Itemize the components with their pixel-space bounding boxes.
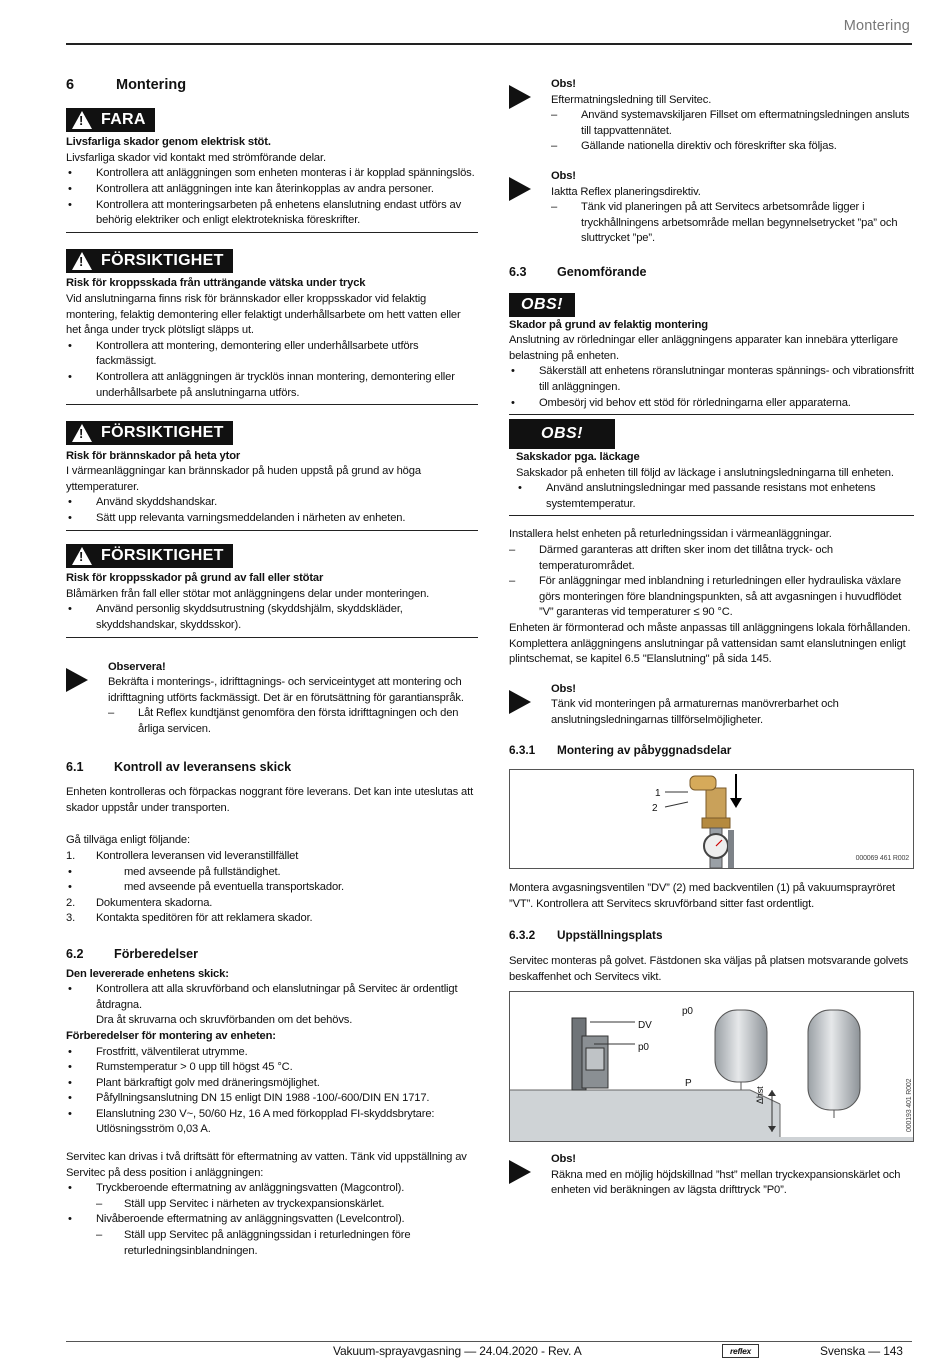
step-item: 2. Dokumentera skadorna. <box>66 896 213 909</box>
figure-label-1: 1 <box>655 788 661 800</box>
caution-badge: ! FÖRSIKTIGHET <box>66 544 233 568</box>
steps-list <box>66 849 478 927</box>
list-item: – Tänk vid planeringen på att Servitecs arbetsområde ligger i tryckhållningens arbetsområde mellan begynnelsetrycket ”pa” och sluttrycket ”pe”. <box>551 200 914 247</box>
note-title: Obs! <box>551 1153 576 1166</box>
install-intro: Installera helst enheten på returledningssidan i värmeanläggningar. <box>509 528 832 541</box>
caution-badge: ! FÖRSIKTIGHET <box>66 421 233 445</box>
list-item: • Plant bärkraftigt golv med dräneringsmöjlighet. <box>66 1076 478 1092</box>
arrow-right-icon <box>509 690 531 714</box>
section-6-3-2-text: Servitec monteras på golvet. Fästdonen ska väljas på platsen motsvarande golvets beskaffenhet och Servitecs vikt. <box>509 954 909 983</box>
arrow-right-icon <box>66 668 88 692</box>
caution-text: I värmeanläggningar kan brännskador på huden uppstå på grund av höga yttemperaturer. <box>66 465 421 493</box>
list-item: • Använd anslutningsledningar med passande resistans mot enhetens systemtemperatur. <box>516 481 914 512</box>
list-item: • Kontrollera att montering, demontering eller underhållsarbete utförs fackmässigt. <box>66 339 478 370</box>
section-6-3-1-heading: 6.3.1 Montering av påbyggnadsdelar <box>509 742 732 757</box>
caution-block-1 <box>66 249 478 405</box>
note-text: Tänk vid monteringen på armaturernas manövrerbarhet och anslutningsledningarnas tillförselmöjligheter. <box>551 698 839 726</box>
obs-title: Sakskador pga. läckage <box>516 451 640 464</box>
note-text: Räkna med en möjlig höjdskillnad ”hst” mellan tryckexpansionskärlet och enheten vid beräkningen av lägsta drifttryck ”P0”. <box>551 1168 901 1197</box>
fara-title: Livsfarliga skador genom elektrisk stöt. <box>66 136 271 149</box>
list-item: – Använd systemavskiljaren Fillset om eftermatningsledningen ansluts till tappvattennätet. <box>551 108 914 139</box>
footer-document-title: Vakuum-sprayavgasning — 24.04.2020 - Rev. A <box>333 1344 582 1358</box>
warning-triangle-icon <box>72 424 92 442</box>
note-title: Observera! <box>108 660 166 673</box>
install-list <box>509 543 914 621</box>
list-item: • Säkerställ att enhetens röranslutningar monteras spännings- och vibrationsfritt till anläggningen. <box>509 364 914 395</box>
warning-triangle-icon <box>72 111 92 129</box>
figure-label-p: P <box>685 1078 692 1090</box>
list-item: • Använd personlig skyddsutrustning (skyddshjälm, skyddskläder, skyddshandskar, skyddsskor). <box>66 602 478 633</box>
obs-text: Anslutning av rörledningar eller anläggningens apparater kan innebära ytterligare belastning på enheten. <box>509 334 898 362</box>
caution-list <box>66 339 478 401</box>
obs-note-2 <box>509 169 914 247</box>
note-list <box>551 200 914 247</box>
obs-text: Sakskador på enheten till följd av läckage i anslutningsledningarna till enheten. <box>516 466 894 479</box>
list-item: • Rumstemperatur > 0 upp till högst 45 °C. <box>66 1060 478 1076</box>
list-item: • Ombesörj vid behov ett stöd för rörledningarna eller apparaterna. <box>509 396 914 412</box>
obs-badge: OBS! <box>509 293 575 317</box>
list-item: • Kontrollera att monteringsarbeten på enhetens elanslutning endast utförs av behörig elektriker och enligt elektrotekniska föreskrifter. <box>66 198 478 229</box>
left-column <box>66 78 478 1259</box>
list-item: – Därmed garanteras att driften sker inom det tillåtna tryck- och temperaturområdet. <box>509 543 914 574</box>
figure-code: 000193 401 R002 <box>906 1078 913 1133</box>
installation-illustration <box>510 992 913 1141</box>
step-item: 1. Kontrollera leveransen vid leveranstillfället • med avseende på fullständighet. • med avseende på eventuella transportskador. <box>66 849 478 896</box>
header-title: Montering <box>843 18 910 34</box>
install-text: Enheten är förmonterad och måste anpassas till anläggningens lokala förhållanden. Komplettera anläggningens anslutningar på vattensidan samt elanslutningen enligt plintschemat, se kapitel 6.5 "Elanslutning" på sida 145. <box>509 622 911 666</box>
note-title: Obs! <box>551 169 576 182</box>
section-6-3-2-heading: 6.3.2 Uppställningsplats <box>509 928 663 943</box>
list-item: • Kontrollera att anläggningen inte kan återinkopplas av andra personer. <box>66 182 478 198</box>
obs-list <box>509 364 914 411</box>
list-item: • Tryckberoende eftermatning av anläggningsvatten (Magcontrol). – Ställ upp Servitec i närheten av tryckexpansionskärlet. <box>66 1181 478 1212</box>
obs-title: Skador på grund av felaktig montering <box>509 318 708 331</box>
footer-rule <box>66 1341 912 1342</box>
caution-title: Risk för kroppsskador på grund av fall eller stötar <box>66 572 324 585</box>
section-6-1-intro: Enheten kontrolleras och förpackas noggrant före leverans. Det kan inte uteslutas att skador uppstår under transporten. <box>66 786 474 814</box>
section-6-2-subhead-1: Den levererade enhetens skick: <box>66 967 229 980</box>
warning-triangle-icon <box>72 547 92 565</box>
figure-label-hst: Δhst <box>755 1086 765 1105</box>
delivery-list <box>66 982 478 1013</box>
figure-code: 000069 461 R002 <box>855 854 909 862</box>
figure-caption: Montera avgasningsventilen ”DV” (2) med backventilen (1) på vakuumsprayröret ”VT”. Kontrollera att Servitecs skruvförband sitter fast ordentligt. <box>509 882 895 910</box>
figure-label-p0-device: p0 <box>638 1042 649 1054</box>
sub-item: • med avseende på eventuella transportskador. <box>66 880 478 896</box>
list-item: – För anläggningar med inblandning i returledningen eller hydrauliska växlare görs monteringen före blandningspunkten, så att avgasningen i huvudflödet ”V” garanteras vid temperaturer ≤ 90 °C. <box>509 574 914 621</box>
list-item: • Använd skyddshandskar. <box>66 495 478 511</box>
arrow-right-icon <box>509 1160 531 1184</box>
list-item: • Påfyllningsanslutning DN 15 enligt DIN 1988 -100/-600/DIN EN 1717. <box>66 1091 478 1107</box>
section-6-heading: 6 Montering <box>66 77 187 93</box>
valve-illustration <box>510 770 913 868</box>
caution-block-3 <box>66 544 478 638</box>
sub-item: • med avseende på fullständighet. <box>66 865 478 881</box>
obs-box-2 <box>509 419 914 516</box>
note-title: Obs! <box>551 682 576 695</box>
list-item: – Låt Reflex kundtjänst genomföra den första idrifttagningen och den årliga servicen. <box>108 706 478 737</box>
warning-triangle-icon <box>72 252 92 270</box>
section-6-2-subhead-2: Förberedelser för montering av enheten: <box>66 1029 276 1042</box>
modes-list <box>66 1181 478 1259</box>
header-rule <box>66 43 912 45</box>
right-column <box>509 77 914 1199</box>
sub-item: – Ställ upp Servitec på anläggningssidan i returledningen före returledningsinblandningen. <box>66 1228 478 1259</box>
observera-note <box>66 660 478 738</box>
caution-block-2 <box>66 421 478 531</box>
reflex-logo: reflex <box>722 1344 759 1358</box>
list-item: • Kontrollera att anläggningen är trycklös innan montering, demontering eller underhållsarbete på anslutningarna utförs. <box>66 370 478 401</box>
section-6-2-heading: 6.2 Förberedelser <box>66 946 198 961</box>
caution-list <box>66 495 478 526</box>
section-6-3-heading: 6.3 Genomförande <box>509 264 647 279</box>
fara-badge: ! FARA <box>66 108 155 132</box>
caution-title: Risk för kroppsskada från utträngande vätska under tryck <box>66 277 366 290</box>
figure-valve-mounting <box>509 769 914 869</box>
caution-title: Risk för brännskador på heta ytor <box>66 449 241 462</box>
section-6-2-modes-intro: Servitec kan drivas i två driftsätt för eftermatning av vatten. Tänk vid uppställning av Servitec på dess position i anläggningen: <box>66 1151 467 1179</box>
section-6-1-heading: 6.1 Kontroll av leveransens skick <box>66 759 292 774</box>
note-text: Iaktta Reflex planeringsdirektiv. <box>551 185 701 198</box>
obs-note-1 <box>509 77 914 155</box>
obs-box-1 <box>509 293 914 416</box>
note-list <box>108 706 478 737</box>
figure-label-dv: DV <box>638 1020 652 1032</box>
figure-label-2: 2 <box>652 803 658 815</box>
fara-text: Livsfarliga skador vid kontakt med strömförande delar. <box>66 151 326 164</box>
list-item: • Sätt upp relevanta varningsmeddelanden i närheten av enheten. <box>66 511 478 527</box>
delivery-cont: Dra åt skruvarna och skruvförbanden om det behövs. <box>96 1014 353 1027</box>
list-item: • Kontrollera att alla skruvförband och elanslutningar på Servitec är ordentligt åtdragna. <box>66 982 478 1013</box>
list-item: • Elanslutning 230 V~, 50/60 Hz, 16 A med förkopplad FI-skyddsbrytare: Utlösningsström 0,03 A. <box>66 1107 478 1138</box>
list-item: • Frostfritt, välventilerat utrymme. <box>66 1045 478 1061</box>
arrow-right-icon <box>509 177 531 201</box>
note-text: Eftermatningsledning till Servitec. <box>551 93 712 106</box>
sub-item: – Ställ upp Servitec i närheten av tryckexpansionskärlet. <box>66 1197 478 1213</box>
obs-badge: OBS! <box>509 419 615 449</box>
footer-page-number: Svenska — 143 <box>820 1344 903 1358</box>
figure-label-p0-tank: p0 <box>682 1006 693 1018</box>
figure-installation-site <box>509 991 914 1142</box>
note-title: Obs! <box>551 78 576 90</box>
arrow-right-icon <box>509 85 531 109</box>
note-list <box>551 108 914 155</box>
fara-list <box>66 166 478 228</box>
caution-list <box>66 602 478 633</box>
caution-text: Vid anslutningarna finns risk för brännskador eller kroppsskador vid felaktig montering, felaktig demontering eller felaktigt underhållsarbete om hett vatten eller het ånga under tryck plötsligt släpps ut. <box>66 292 461 337</box>
section-6-1-lead: Gå tillväga enligt följande: <box>66 834 190 847</box>
caution-text: Blåmärken från fall eller stötar mot anläggningens delar under monteringen. <box>66 587 430 600</box>
obs-note-4 <box>509 1152 914 1199</box>
list-item: • Nivåberoende eftermatning av anläggningsvatten (Levelcontrol). – Ställ upp Servitec på anläggningssidan i returledningen före returledningsinblandningen. <box>66 1212 478 1259</box>
note-text: Bekräfta i monterings-, idrifttagnings- och serviceintyget att montering och idrifttagning utförts fackmässigt. Det är en förutsättning för garantianspråk. <box>108 676 464 704</box>
prep-list <box>66 1045 478 1139</box>
fara-block <box>66 108 478 233</box>
list-item: • Kontrollera att anläggningen som enheten monteras i är kopplad spänningslös. <box>66 166 478 182</box>
obs-note-3 <box>509 682 914 729</box>
caution-badge: ! FÖRSIKTIGHET <box>66 249 233 273</box>
obs-list <box>516 481 914 512</box>
step-item: 3. Kontakta speditören för att reklamera skador. <box>66 912 313 925</box>
list-item: – Gällande nationella direktiv och föreskrifter ska följas. <box>551 139 914 155</box>
